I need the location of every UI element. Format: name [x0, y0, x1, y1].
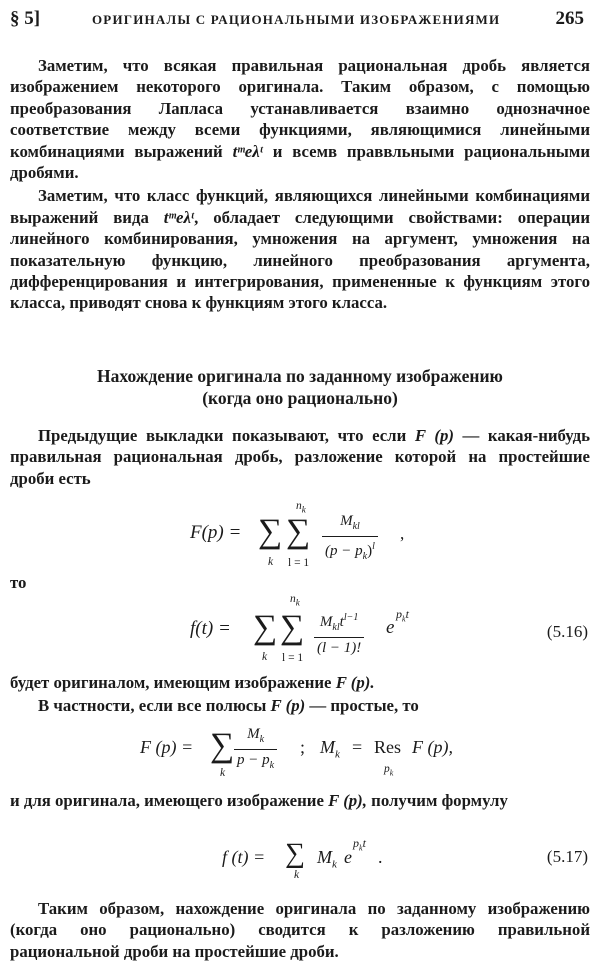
sum-symbol: ∑	[210, 727, 235, 764]
equation-5-16: f(t) = ∑ k ∑ $n_k$ l = 1 $M_{kl}t^{l-1}$ (l − 1)! e $p_kt$	[190, 593, 409, 664]
inline-expression: tᵐeλᵗ	[232, 141, 263, 161]
equation-3: F (p) = ∑ k $\frac{M_k}{p - p_k}$ ; $M_k$ = Res $p_k$ F (p),	[140, 726, 453, 779]
sum-symbol: ∑	[258, 513, 283, 550]
word-to: то	[10, 573, 27, 592]
paragraph-3: Предыдущие выкладки показывают, что если F (p) — какая-нибудь правильная рациональная дробь, разложение которой на простейшие дроби есть	[10, 426, 590, 488]
page-number: 265	[555, 8, 584, 29]
sum-symbol: ∑	[253, 609, 278, 646]
paragraph-1: Заметим, что всякая правильная рациональная дробь является изображением некоторого оригинала. Таким образом, с помощью преобразования Лапласа устанавливается взаимно однозначное соответствие между всеми функциями, являющимися линейными комбинациями выражений tᵐeλᵗ и всемв праввльными рациональными дробями.	[10, 56, 591, 183]
inline-expression: tᵐeλᵗ	[163, 207, 195, 227]
paragraph-6: и для оригинала, имеющего изображение F (p), получим формулу	[10, 791, 508, 810]
sum-symbol: ∑	[280, 609, 305, 646]
equation-number: (5.17)	[546, 847, 588, 866]
fraction: $M_{kl}t^{l-1}$ (l − 1)!	[314, 608, 364, 658]
paragraph-2: Заметим, что класс функций, являющихся линейными комбинациями выражений вида tᵐeλᵗ, обладает следующими свойствами: операции линейного комбинирования, умножения на аргумент, умножения на показательную функцию, линейного преобразования аргумента, дифференцирования и интегрирования, примененные к функциям этого класса, приводят снова к функциям этого класса.	[10, 186, 590, 313]
section-heading	[0, 365, 600, 409]
heading-line-2: (когда оно рационально)	[202, 388, 398, 408]
equation-5-17: f (t) = ∑ k $M_k$ e $p_kt$ .	[222, 836, 383, 881]
sum-symbol: ∑	[286, 513, 311, 550]
running-header	[10, 8, 590, 30]
heading-line-1: Нахождение оригинала по заданному изображению	[97, 366, 503, 386]
section-marker: § 5]	[10, 8, 41, 29]
paragraph-7: Таким образом, нахождение оригинала по заданному изображению (когда оно рационально) сводится к разложению правильной рациональной дроби на простейшие дроби.	[10, 899, 590, 961]
intro-text	[10, 55, 590, 314]
paragraph-4: будет оригиналом, имеющим изображение F (p). В частности, если все полюсы F (p) — простые, то	[10, 673, 419, 716]
sum-symbol: ∑	[285, 838, 305, 869]
fraction: $\frac{M_k}{p - p_k}$	[234, 725, 277, 776]
equation-number: (5.16)	[546, 622, 588, 641]
fraction: $M_{kl}$ $(p - p_k)^l$	[322, 512, 378, 567]
running-title: ОРИГИНАЛЫ С РАЦИОНАЛЬНЫМИ ИЗОБРАЖЕНИЯМИ	[92, 12, 501, 27]
equation-1: F(p) = ∑ k ∑ $n_k$ l = 1 $M_{kl}$ $(p - p_k)^l$ ,	[190, 500, 405, 569]
